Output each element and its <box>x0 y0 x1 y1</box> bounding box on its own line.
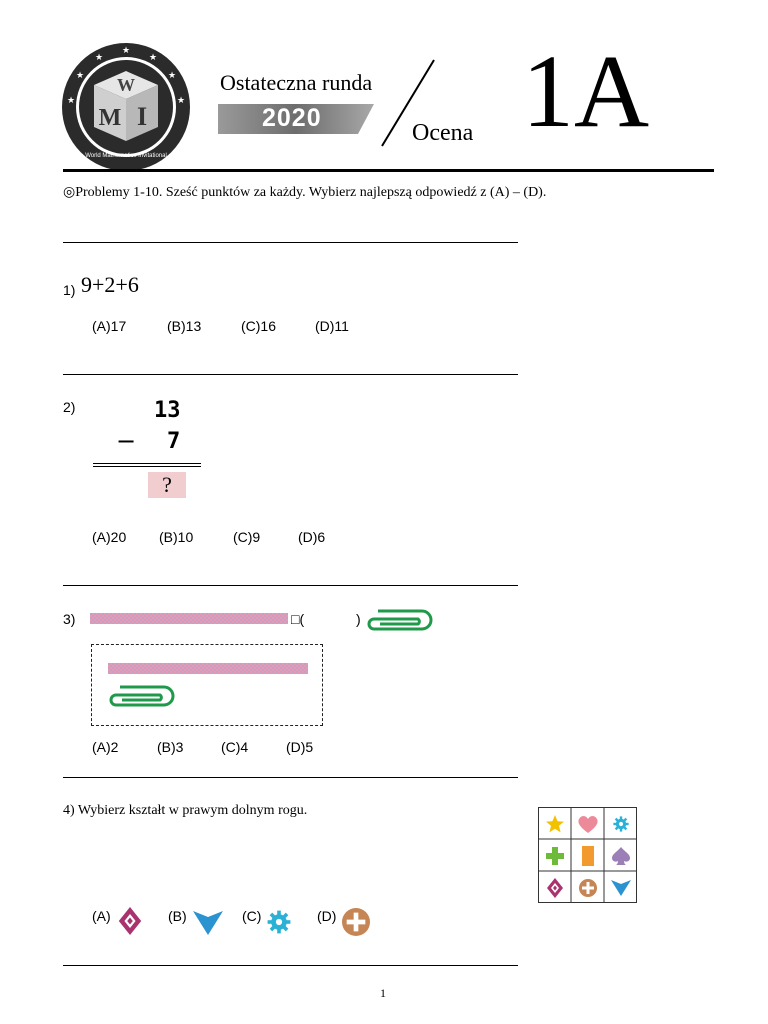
q1-option-b[interactable]: (B)13 <box>167 318 202 334</box>
q2-number: 2) <box>63 399 76 415</box>
paperclip-icon <box>364 607 434 633</box>
triangle-down-icon[interactable] <box>191 911 225 935</box>
q2-option-b[interactable]: (B)10 <box>159 529 194 545</box>
q2-bottom-number: 7 <box>167 429 181 454</box>
grade-value: 1A <box>522 34 650 149</box>
q1-option-a[interactable]: (A)17 <box>92 318 127 334</box>
triangle-down-icon <box>605 872 637 903</box>
q3-long-bar <box>90 613 288 624</box>
q2-answer-box <box>148 472 186 498</box>
svg-text:★: ★ <box>66 96 76 106</box>
q4-option-a[interactable]: (A) <box>92 908 111 924</box>
svg-text:★: ★ <box>121 46 131 56</box>
plus-icon <box>539 840 571 871</box>
q3-number: 3) <box>63 611 76 627</box>
svg-text:W: W <box>117 75 135 95</box>
q2-minus-sign: − <box>116 427 137 455</box>
svg-text:I: I <box>136 102 148 131</box>
star-icon <box>539 808 571 839</box>
q3-text-end: ) <box>356 611 361 627</box>
q4-option-d[interactable]: (D) <box>317 908 337 924</box>
circle-plus-icon[interactable] <box>342 908 370 936</box>
round-title: Ostateczna runda <box>220 70 373 95</box>
heart-icon <box>572 808 604 839</box>
q3-option-d[interactable]: (D)5 <box>286 739 314 755</box>
svg-text:★: ★ <box>176 96 186 106</box>
svg-text:★: ★ <box>148 53 158 63</box>
q3-text-mid: □( <box>291 611 305 627</box>
instructions: ◎Problemy 1-10. Sześć punktów za każdy. Wybierz najlepszą odpowiedź z (A) – (D). <box>63 185 547 200</box>
gear-icon[interactable] <box>267 910 291 934</box>
q4-shape-grid <box>538 807 636 902</box>
diamond-icon[interactable] <box>118 907 142 935</box>
q2-option-d[interactable]: (D)6 <box>298 529 326 545</box>
divider <box>63 585 518 586</box>
q1-expression: 9+2+6 <box>81 272 139 297</box>
q3-option-a[interactable]: (A)2 <box>92 739 119 755</box>
svg-text:★: ★ <box>75 71 85 81</box>
divider <box>63 777 518 778</box>
q4-option-b[interactable]: (B) <box>168 908 187 924</box>
divider <box>63 374 518 375</box>
divider <box>63 965 518 966</box>
q2-unknown: ? <box>162 472 172 497</box>
grade-label: Ocena <box>412 120 474 146</box>
q4-text: 4) Wybierz kształt w prawym dolnym rogu. <box>63 803 308 818</box>
svg-text:★: ★ <box>94 53 104 63</box>
q2-sum-line <box>93 463 201 467</box>
q4-option-c[interactable]: (C) <box>242 908 262 924</box>
q3-option-b[interactable]: (B)3 <box>157 739 184 755</box>
page-number: 1 <box>380 986 386 1000</box>
q2-option-c[interactable]: (C)9 <box>233 529 261 545</box>
header-rule <box>63 169 714 172</box>
year-text: 2020 <box>262 104 322 132</box>
circle-plus-icon <box>572 872 604 903</box>
paperclip-icon <box>106 683 176 709</box>
divider <box>63 242 518 243</box>
q2-option-a[interactable]: (A)20 <box>92 529 127 545</box>
q3-option-c[interactable]: (C)4 <box>221 739 249 755</box>
q2-top-number: 13 <box>154 398 181 423</box>
q1-option-d[interactable]: (D)11 <box>315 318 349 334</box>
gear-icon <box>605 808 637 839</box>
q1-option-c[interactable]: (C)16 <box>241 318 277 334</box>
logo-caption: World Mathematics Invitational <box>85 153 167 159</box>
spade-icon <box>605 840 637 871</box>
wmi-logo <box>60 41 192 173</box>
svg-text:M: M <box>98 105 122 131</box>
q3-bar-in-box <box>108 663 308 674</box>
q1-number: 1) <box>63 282 76 298</box>
svg-text:★: ★ <box>167 71 177 81</box>
rectangle-icon <box>572 840 604 871</box>
diamond-icon <box>539 872 571 903</box>
year-banner <box>218 104 374 134</box>
